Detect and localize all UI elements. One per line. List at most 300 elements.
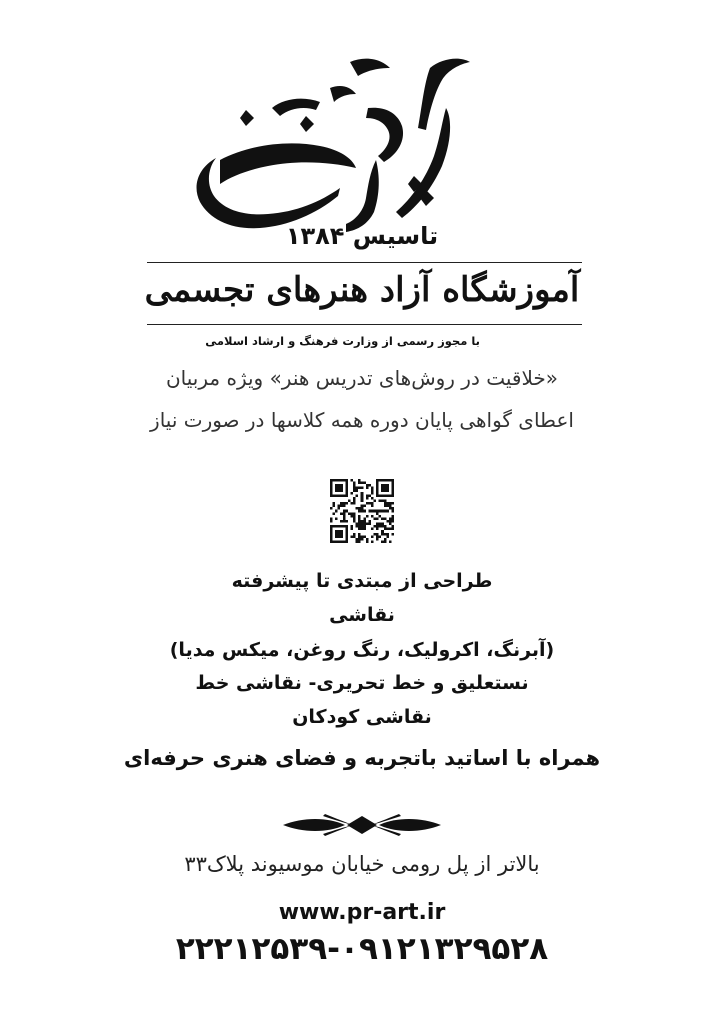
qr-module [374, 533, 377, 536]
qr-module [358, 510, 361, 513]
qr-module [391, 507, 394, 510]
qr-module [338, 494, 341, 497]
qr-module [345, 494, 348, 497]
qr-module [391, 515, 394, 518]
course-painting: نقاشی [329, 604, 395, 626]
qr-module [338, 507, 341, 510]
qr-module [330, 528, 333, 531]
qr-module [386, 494, 389, 497]
qr-module [376, 479, 379, 482]
qr-module [345, 502, 348, 505]
qr-module [353, 499, 356, 502]
qr-module [363, 505, 366, 508]
qr-module [384, 499, 387, 502]
qr-module [338, 525, 341, 528]
divider-top [147, 262, 582, 263]
qr-module [330, 492, 333, 495]
qr-module [363, 535, 366, 538]
qr-module [363, 525, 366, 528]
qr-code-icon[interactable] [330, 479, 394, 543]
qr-module [391, 520, 394, 523]
course-drawing: طراحی از مبتدی تا پیشرفته [231, 570, 493, 592]
qr-module [376, 528, 379, 531]
qr-module [338, 540, 341, 543]
qr-module [348, 499, 351, 502]
qr-module [384, 510, 387, 513]
qr-module [345, 510, 348, 513]
qr-module [338, 530, 341, 533]
qr-module [358, 507, 361, 510]
qr-module [384, 538, 387, 541]
qr-module [361, 499, 364, 502]
qr-module [371, 505, 374, 508]
qr-module [338, 505, 341, 508]
qr-module [340, 502, 343, 505]
qr-module [384, 502, 387, 505]
address-text: بالاتر از پل رومی خیابان موسیوند پلاک۳۳ [184, 852, 540, 876]
qr-module [384, 528, 387, 531]
qr-module [361, 507, 364, 510]
qr-module [343, 540, 346, 543]
qr-module [384, 517, 387, 520]
qr-module [376, 489, 379, 492]
qr-module [333, 479, 336, 482]
qr-module [376, 492, 379, 495]
qr-module [389, 505, 392, 508]
qr-module [391, 487, 394, 490]
qr-module [386, 487, 389, 490]
qr-module [343, 515, 346, 518]
qr-module [386, 479, 389, 482]
qr-module [366, 494, 369, 497]
qr-module [335, 535, 338, 538]
qr-module [358, 538, 361, 541]
qr-module [389, 507, 392, 510]
qr-module [386, 502, 389, 505]
qr-module [350, 512, 353, 515]
qr-module [356, 489, 359, 492]
qr-module [343, 510, 346, 513]
qr-module [366, 538, 369, 541]
qr-module [371, 515, 374, 518]
qr-module [368, 494, 371, 497]
qr-module [345, 492, 348, 495]
qr-module [361, 525, 364, 528]
qr-module [361, 487, 364, 490]
qr-module [330, 507, 333, 510]
qr-module [391, 517, 394, 520]
qr-module [371, 540, 374, 543]
qr-module [353, 487, 356, 490]
qr-module [330, 484, 333, 487]
qr-module [366, 497, 369, 500]
qr-module [379, 479, 382, 482]
qr-module [330, 530, 333, 533]
qr-module [345, 535, 348, 538]
qr-module [371, 535, 374, 538]
qr-module [391, 479, 394, 482]
qr-module [368, 510, 371, 513]
qr-module [384, 489, 387, 492]
qr-module [366, 502, 369, 505]
qr-module [330, 479, 333, 482]
qr-module [350, 515, 353, 518]
qr-module [335, 479, 338, 482]
qr-module [338, 484, 341, 487]
qr-module [379, 510, 382, 513]
license-text: با مجوز رسمی از وزارت فرهنگ و ارشاد اسلامی [205, 334, 480, 348]
qr-module [350, 502, 353, 505]
slogan-text: «خلاقیت در روش‌های تدریس هنر» ویژه مربیان [165, 366, 558, 390]
qr-module [356, 538, 359, 541]
qr-module [338, 479, 341, 482]
founded-year: تاسیس ۱۳۸۴ [285, 222, 439, 250]
qr-module [353, 512, 356, 515]
qr-module [391, 528, 394, 531]
qr-module [381, 499, 384, 502]
qr-module [340, 479, 343, 482]
qr-module [368, 502, 371, 505]
qr-module [343, 520, 346, 523]
qr-module [353, 482, 356, 485]
qr-module [358, 525, 361, 528]
qr-module [379, 523, 382, 526]
qr-module [376, 510, 379, 513]
qr-code-graphic [330, 479, 394, 543]
divider-bottom [147, 324, 582, 325]
qr-module [384, 479, 387, 482]
qr-module [335, 525, 338, 528]
calligraphy-logo-icon [180, 48, 500, 233]
qr-module [371, 487, 374, 490]
qr-module [358, 520, 361, 523]
qr-module [338, 535, 341, 538]
qr-module [368, 520, 371, 523]
qr-module [335, 517, 338, 520]
qr-module [343, 512, 346, 515]
qr-module [343, 505, 346, 508]
qr-module [361, 538, 364, 541]
qr-module [353, 533, 356, 536]
qr-module [358, 479, 361, 482]
qr-module [340, 520, 343, 523]
qr-module [379, 499, 382, 502]
qr-module [350, 525, 353, 528]
qr-module [381, 523, 384, 526]
qr-module [384, 533, 387, 536]
qr-module [358, 515, 361, 518]
qr-module [345, 530, 348, 533]
qr-module [363, 523, 366, 526]
qr-module [363, 528, 366, 531]
qr-module [353, 515, 356, 518]
qr-module [333, 505, 336, 508]
qr-module [386, 510, 389, 513]
qr-module [363, 510, 366, 513]
website-link[interactable]: www.pr-art.ir [278, 900, 446, 925]
course-calligraphy: نستعلیق و خط تحریری- نقاشی خط [195, 672, 529, 694]
qr-module [376, 538, 379, 541]
qr-module [343, 479, 346, 482]
course-painting-media: (آبرنگ، اکرولیک، رنگ روغن، میکس مدیا) [169, 639, 555, 661]
qr-module [338, 533, 341, 536]
qr-module [340, 484, 343, 487]
qr-module [391, 525, 394, 528]
qr-module [384, 525, 387, 528]
qr-module [343, 525, 346, 528]
qr-module [361, 528, 364, 531]
qr-module [376, 535, 379, 538]
qr-module [374, 510, 377, 513]
qr-module [356, 494, 359, 497]
qr-module [358, 540, 361, 543]
qr-module [330, 538, 333, 541]
qr-module [363, 517, 366, 520]
qr-module [368, 523, 371, 526]
qr-module [333, 494, 336, 497]
qr-module [371, 510, 374, 513]
qr-module [374, 499, 377, 502]
qr-module [361, 523, 364, 526]
qr-module [340, 512, 343, 515]
qr-module [358, 517, 361, 520]
qr-module [358, 533, 361, 536]
qr-module [333, 512, 336, 515]
qr-module [376, 512, 379, 515]
qr-module [379, 515, 382, 518]
qr-module [363, 520, 366, 523]
course-kids-painting: نقاشی کودکان [292, 706, 432, 728]
qr-module [335, 530, 338, 533]
qr-module [343, 494, 346, 497]
qr-module [371, 502, 374, 505]
qr-module [340, 530, 343, 533]
qr-module [379, 525, 382, 528]
qr-module [343, 502, 346, 505]
qr-module [335, 484, 338, 487]
qr-module [358, 528, 361, 531]
qr-module [330, 487, 333, 490]
qr-module [366, 484, 369, 487]
phone-numbers: ۲۲۲۱۲۵۳۹-۰۹۱۲۱۳۲۹۵۲۸ [175, 931, 549, 967]
qr-module [353, 520, 356, 523]
qr-module [340, 487, 343, 490]
qr-module [386, 528, 389, 531]
qr-module [391, 510, 394, 513]
qr-module [381, 494, 384, 497]
qr-module [338, 489, 341, 492]
qr-module [381, 479, 384, 482]
qr-module [356, 525, 359, 528]
qr-module [356, 507, 359, 510]
qr-module [386, 505, 389, 508]
qr-module [335, 533, 338, 536]
qr-module [345, 533, 348, 536]
qr-module [379, 494, 382, 497]
qr-module [384, 487, 387, 490]
qr-module [366, 515, 369, 518]
qr-module [386, 520, 389, 523]
qr-module [330, 520, 333, 523]
qr-module [333, 540, 336, 543]
qr-module [340, 533, 343, 536]
qr-module [391, 484, 394, 487]
qr-module [340, 535, 343, 538]
qr-module [330, 517, 333, 520]
qr-module [389, 517, 392, 520]
qr-module [335, 489, 338, 492]
qr-module [363, 482, 366, 485]
ornament-divider-icon [283, 814, 441, 836]
qr-module [361, 535, 364, 538]
qr-module [384, 540, 387, 543]
qr-module [345, 484, 348, 487]
qr-module [376, 523, 379, 526]
qr-module [345, 479, 348, 482]
qr-module [376, 525, 379, 528]
qr-module [381, 489, 384, 492]
qr-module [384, 494, 387, 497]
qr-module [353, 497, 356, 500]
qr-module [345, 528, 348, 531]
qr-module [345, 487, 348, 490]
qr-module [376, 494, 379, 497]
qr-module [384, 505, 387, 508]
qr-module [330, 533, 333, 536]
qr-module [381, 517, 384, 520]
qr-module [361, 492, 364, 495]
certificate-text: اعطای گواهی پایان دوره همه کلاسها در صورت نیاز [150, 408, 574, 432]
qr-module [389, 520, 392, 523]
qr-module [345, 538, 348, 541]
qr-module [374, 525, 377, 528]
qr-module [356, 523, 359, 526]
qr-module [345, 482, 348, 485]
qr-module [366, 487, 369, 490]
qr-module [335, 510, 338, 513]
qr-module [381, 510, 384, 513]
qr-module [371, 497, 374, 500]
qr-module [345, 540, 348, 543]
qr-module [330, 525, 333, 528]
qr-module [371, 492, 374, 495]
qr-module [350, 535, 353, 538]
qr-module [391, 533, 394, 536]
qr-module [389, 523, 392, 526]
qr-module [386, 533, 389, 536]
qr-module [343, 517, 346, 520]
qr-module [381, 540, 384, 543]
qr-module [391, 502, 394, 505]
qr-module [335, 487, 338, 490]
qr-module [330, 482, 333, 485]
qr-module [350, 492, 353, 495]
qr-module [340, 489, 343, 492]
qr-module [330, 494, 333, 497]
qr-module [353, 489, 356, 492]
qr-module [356, 487, 359, 490]
qr-module [381, 525, 384, 528]
qr-module [356, 540, 359, 543]
qr-module [353, 502, 356, 505]
qr-module [386, 489, 389, 492]
teachers-text: همراه با اساتید باتجربه و فضای هنری حرفه‌ای [123, 746, 601, 770]
qr-module [381, 484, 384, 487]
qr-module [345, 489, 348, 492]
qr-module [350, 479, 353, 482]
qr-module [358, 487, 361, 490]
qr-module [330, 535, 333, 538]
qr-module [391, 482, 394, 485]
qr-module [335, 540, 338, 543]
qr-module [330, 489, 333, 492]
qr-module [340, 540, 343, 543]
qr-module [348, 512, 351, 515]
qr-module [376, 517, 379, 520]
qr-module [335, 494, 338, 497]
institute-name: آموزشگاه آزاد هنرهای تجسمی [144, 270, 580, 310]
qr-module [386, 535, 389, 538]
qr-module [361, 510, 364, 513]
qr-module [340, 505, 343, 508]
qr-module [391, 492, 394, 495]
qr-module [333, 502, 336, 505]
qr-module [366, 540, 369, 543]
qr-module [386, 484, 389, 487]
qr-module [381, 533, 384, 536]
qr-module [381, 530, 384, 533]
qr-module [345, 520, 348, 523]
qr-module [391, 489, 394, 492]
qr-module [376, 482, 379, 485]
qr-module [340, 494, 343, 497]
qr-module [358, 482, 361, 485]
qr-module [350, 528, 353, 531]
qr-module [389, 479, 392, 482]
qr-module [371, 528, 374, 531]
qr-module [391, 494, 394, 497]
qr-module [333, 525, 336, 528]
qr-module [379, 535, 382, 538]
qr-module [353, 517, 356, 520]
qr-module [361, 482, 364, 485]
qr-module [389, 540, 392, 543]
qr-module [340, 525, 343, 528]
qr-module [358, 523, 361, 526]
qr-module [389, 494, 392, 497]
qr-module [330, 540, 333, 543]
qr-module [361, 494, 364, 497]
calligraphy-logo [180, 48, 500, 233]
qr-module [374, 517, 377, 520]
qr-module [353, 535, 356, 538]
qr-module [376, 484, 379, 487]
qr-module [368, 484, 371, 487]
qr-module [366, 523, 369, 526]
qr-module [376, 487, 379, 490]
qr-module [338, 487, 341, 490]
qr-module [345, 525, 348, 528]
qr-module [384, 484, 387, 487]
qr-module [353, 484, 356, 487]
qr-module [381, 487, 384, 490]
qr-module [361, 505, 364, 508]
qr-module [371, 489, 374, 492]
qr-module [358, 535, 361, 538]
qr-module [389, 528, 392, 531]
qr-module [361, 520, 364, 523]
qr-module [361, 497, 364, 500]
